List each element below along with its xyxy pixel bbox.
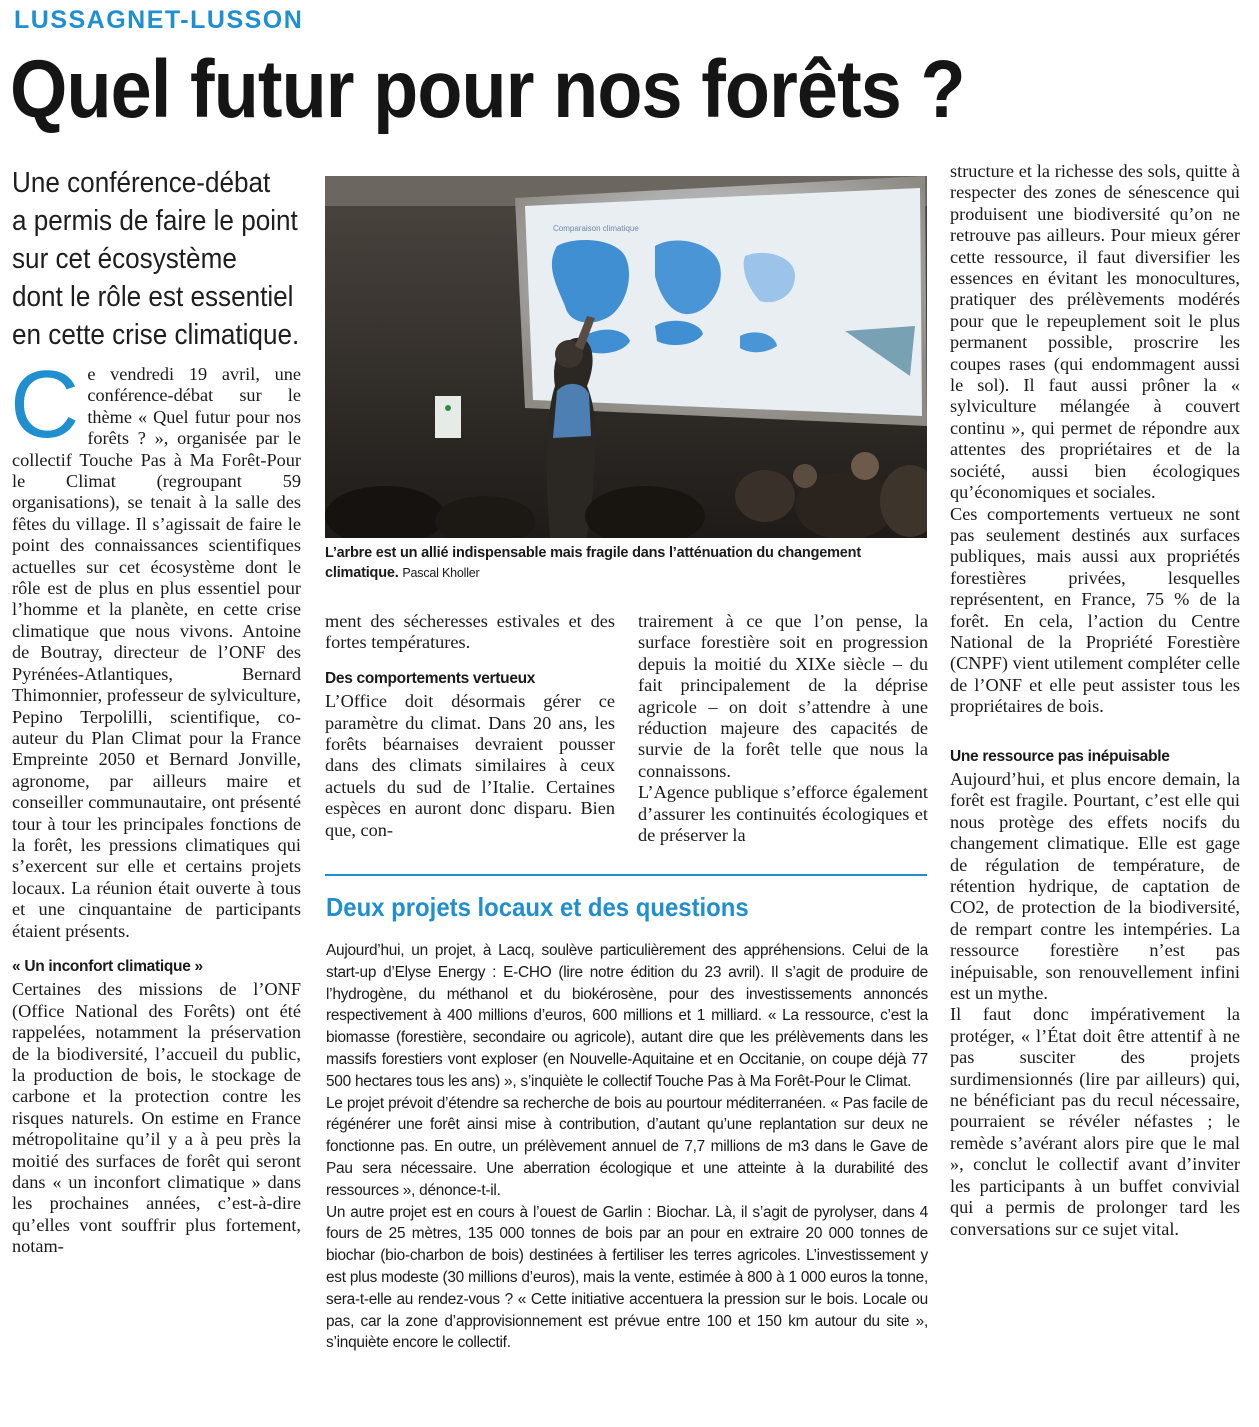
paragraph: ment des sécheresses estivales et des fortes températures. xyxy=(325,611,615,653)
lead-line: sur cet écosystème xyxy=(12,243,237,275)
column-3 xyxy=(638,611,928,846)
paragraph: Ces comportements vertueux ne sont pas seulement destinés aux surfaces publiques, mais aussi aux propriétés forestières privées, lesquelles représentent, en France, 75 % de la forêt. En cela, l’action du Centre National de la Propriété Forestière (CNPF) vient utilement compléter celle de l’ONF et elle peut assister tous les propriétaires de bois. xyxy=(950,503,1240,717)
paragraph: L’Office doit désormais gérer ce paramètre du climat. Dans 20 ans, les forêts béarnaises devraient pousser dans des climats similaires à ceux actuels du sud de l’Italie. Certaines espèces en auront donc disparu. Bien que, con- xyxy=(325,691,615,840)
section-kicker: LUSSAGNET-LUSSON xyxy=(14,6,304,34)
paragraph: Le projet prévoit d’étendre sa recherche de bois au pourtour méditerranéen. « Pas facile de régénérer une forêt ainsi mise à contribution, d’autant qu’une replantation sur deux ne fonctionne pas. En outre, un prélèvement annuel de 7,7 millions de m3 dans le Gave de Pau sera nécessaire. Une aberration écologique et une atteinte à la durabilité des ressources », dénonce-t-il. xyxy=(326,1094,928,1199)
column-1 xyxy=(10,351,301,1258)
svg-text:Comparaison climatique: Comparaison climatique xyxy=(553,224,639,233)
box-title: Deux projets locaux et des questions xyxy=(326,892,749,922)
photo-caption xyxy=(325,543,927,583)
conference-photo xyxy=(325,176,927,538)
column-4 xyxy=(950,161,1240,1240)
lead-line: a permis de faire le point xyxy=(12,205,298,237)
subheading: Des comportements vertueux xyxy=(325,669,536,687)
paragraph: Aujourd’hui, et plus encore demain, la forêt est fragile. Pourtant, c’est elle qui nous protège des effets nocifs du changement climatique. Elle est gage de régulation de température, de rétention hydrique, de captation de CO2, de protection de la biodiversité, de rempart contre les intempéries. La ressource forestière n’est pas inépuisable, son renouvellement infini est un mythe. xyxy=(950,768,1240,1004)
lead-line: en cette crise climatique. xyxy=(12,319,300,351)
subheading: « Un inconfort climatique » xyxy=(12,957,203,975)
lead-line: Une conférence-débat xyxy=(12,167,271,199)
paragraph: Il faut donc impérativement la protéger, « l’État doit être attentif à ne pas susciter des projets surdimensionnés (lire par ailleurs) qui, ne bénéficiant pas du recul nécessaire, pourraient se révéler néfastes ; le remède s’avérant alors pire que le mal », conclut le collectif avant d’inviter les participants à un buffet convivial qui a permis de prolonger tard les conversations sur ce sujet vital. xyxy=(950,1004,1240,1239)
lead-line: dont le rôle est essentiel xyxy=(12,281,294,313)
subheading: Une ressource pas inépuisable xyxy=(950,747,1170,765)
paragraph: L’Agence publique s’efforce également d’assurer les continuités écologiques et de préserver la xyxy=(638,782,928,846)
paragraph: Un autre projet est en cours à l’ouest de Garlin : Biochar. Là, il s’agit de pyrolyser, dans 4 fours de 25 mètres, 135 000 tonnes de bois par an pour en extraire 20 000 tonnes de biochar (bio-charbon de bois) destinées à fertiliser les terres agricoles. L’investissement y est plus modeste (30 millions d’euros), mais la vente, estimée à 800 à 1 000 euros la tonne, sera-t-elle au rendez-vous ? « Cette initiative accentuera la pression sur le bois. Locale ou pas, car la zone d’approvisionnement est prévue entre 100 et 150 km autour du site », s’inquiète encore le collectif. xyxy=(326,1203,928,1352)
lead-chapo xyxy=(12,164,309,354)
drop-cap: C xyxy=(10,351,80,458)
photo-credit: Pascal Kholler xyxy=(402,566,480,580)
paragraph: Aujourd’hui, un projet, à Lacq, soulève particulièrement des appréhensions. Celui de la start-up d’Elyse Energy : E-CHO (lire notre édition du 23 avril). Il s’agit de produire de l’hydrogène, du méthanol et du biokérosène, pour des investissements annoncés respectivement à 400 millions d’euros, 600 millions et 1 milliard. « La ressource, c’est la biomasse (forestière, secondaire ou agricole), autant dire que les prélèvements dans les massifs forestiers vont exploser (en Nouvelle-Aquitaine et en Occitanie, on coupe déjà 77 500 hectares tous les ans) », s’inquiète le collectif Touche Pas à Ma Forêt-Pour le Climat. xyxy=(326,942,928,1090)
paragraph: Certaines des missions de l’ONF (Office National des Forêts) ont été rappelées, notamment la préservation de la biodiversité, l’accueil du public, la production de bois, le stockage de carbone et la protection contre les risques naturels. On estime en France métropolitaine qu’il y a à peu près la moitié des surfaces de forêt qui seront dans « un inconfort climatique » dans les prochaines années, c’est-à-dire qu’elles vont souffrir plus fortement, notam- xyxy=(12,979,301,1257)
paragraph: trairement à ce que l’on pense, la surface forestière soit en progression depuis la moitié du XIXe siècle – du fait principalement de la déprise agricole – on doit s’attendre à une réduction majeure des capacités de survie de la forêt telle que nous la connaissons. xyxy=(638,611,928,781)
paragraph: structure et la richesse des sols, quitte à respecter des zones de sénescence qui produisent une biodiversité qu’on ne retrouve pas ailleurs. Pour mieux gérer cette ressource, il faut diversifier les essences en évitant les monocultures, pratiquer des prélèvements modérés pour que le repeuplement soit le plus permanent possible, proscrire les coupes rases (qui endommagent aussi le sol). Il faut aussi prôner la « sylviculture mélangée à couvert continu », qui permet de répondre aux attentes des propriétaires et de la société, aussi bien écologiques qu’économiques et sociales. xyxy=(950,161,1240,503)
headline: Quel futur pour nos forêts ? xyxy=(10,44,965,135)
caption-text: L’arbre est un allié indispensable mais fragile dans l’atténuation du changement climatique. xyxy=(325,545,861,581)
conference-photo-illustration xyxy=(325,176,927,538)
paragraph: e vendredi 19 avril, une conférence-débat sur le thème « Quel futur pour nos forêts ? », organisée par le collectif Touche Pas à Ma Forêt-Pour le Climat (regroupant 59 organisations), se tenait à la salle des fêtes du village. Il s’agissait de faire le point des connaissances scientifiques actuelles sur cet écosystème dont le rôle est de plus en plus essentiel pour l’homme et la planète, en cette crise climatique que nous vivons. Antoine de Boutray, directeur de l’ONF des Pyrénées-Atlantiques, Bernard Thimonnier, professeur de sylviculture, Pepino Terpolilli, scientifique, co-auteur du Plan Climat pour la France Empreinte 2050 et Bernard Jonville, agronome, par ailleurs maire et conseiller communautaire, ont présenté tour à tour les principales fonctions de la forêt, les pressions climatiques qui s’exercent sur elle et certains projets locaux. La réunion était ouverte à tous et une cinquantaine de participants étaient présents. xyxy=(12,364,301,941)
column-2 xyxy=(325,611,615,841)
inset-box xyxy=(326,940,928,1354)
box-divider xyxy=(325,874,927,876)
